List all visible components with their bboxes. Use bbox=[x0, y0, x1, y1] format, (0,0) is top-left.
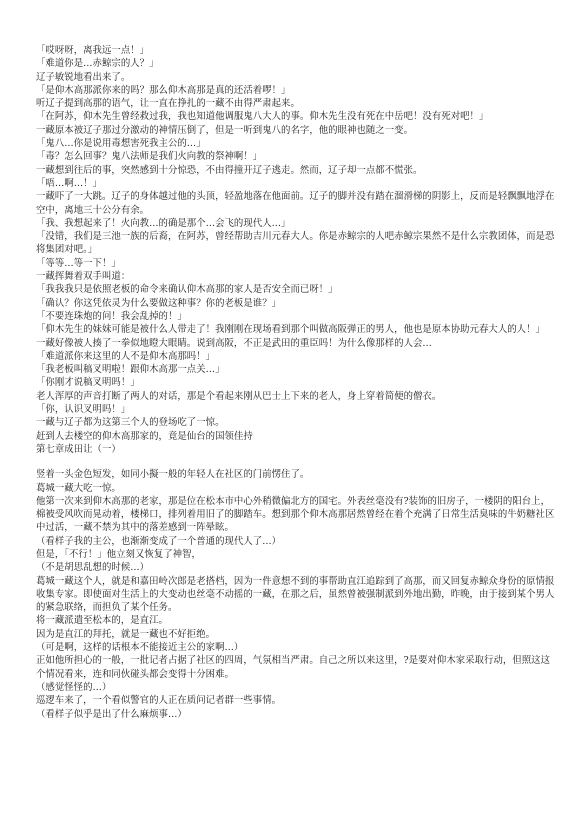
paragraph: 「你，认识叉明吗！」 bbox=[36, 404, 131, 416]
paragraph: 「我我我只是依照老板的命令来确认仰木高那的家人是否安全而已呀！」 bbox=[36, 284, 338, 296]
paragraph: 「难道你是…赤鲸宗的人？」 bbox=[36, 58, 159, 70]
paragraph: 「等等…等一下！」 bbox=[36, 257, 121, 269]
paragraph: 一藏原本被辽子那过分激动的神情压倒了，但是一听到鬼八的名字，他的眼神也随之一变。 bbox=[36, 124, 414, 136]
paragraph: 因为是直江的拜托，就是一藏也不好拒绝。 bbox=[36, 628, 216, 640]
paragraph: 「确认？你这凭依灵为什么要做这种事？你的老板是谁？」 bbox=[36, 297, 282, 309]
paragraph: 巡逻车来了，一个看似警官的人正在质问记者群一些事情。 bbox=[36, 695, 282, 707]
paragraph: 赶到人去楼空的仰木高那家的，竟是仙台的国领佳持 bbox=[36, 430, 253, 442]
paragraph: 「在阿苏，仰木先生曾经救过我，我也知道他调服鬼八大人的事。仰木先生没有死在中岳吧！没有死对吧！」 bbox=[36, 111, 489, 123]
paragraph: 一藏吓了一大跳。辽子的身体越过他的头顶，轻盈地落在他面前。辽子的脚并没有踏在溜滑梯的阴影上，反而是轻飘飘地浮在空中，离地三十公分有余。 bbox=[36, 191, 555, 216]
paragraph: （看样子似乎是出了什么麻烦事…） bbox=[36, 708, 187, 720]
paragraph: 「难道派你来这里的人不是仰木高那吗！」 bbox=[36, 350, 216, 362]
paragraph: 第七章成田让（一） bbox=[36, 443, 121, 455]
paragraph: 「毒？怎么回事？鬼八法师是我们火向教的祭神啊！」 bbox=[36, 151, 263, 163]
document-body bbox=[36, 44, 557, 721]
paragraph: 「不要连珠炮的问！我会乱掉的！」 bbox=[36, 310, 187, 322]
paragraph: 正如他所担心的一般，一批记者占据了社区的四周，气氛相当严肃。自己之所以来这里，?是要对仰木家采取行动，但照这这个情况看来，连和同伙碰头都会变得十分困难。 bbox=[36, 655, 551, 680]
paragraph: 「你刚才说稿叉明吗！」 bbox=[36, 377, 140, 389]
paragraph: 「是仰木高那派你来的吗？那么仰木高那是真的还活着啰！」 bbox=[36, 84, 291, 96]
paragraph: （可是啊，这样的话根本不能接近主公的家啊…） bbox=[36, 642, 244, 654]
paragraph: 一藏挥舞着双手叫道： bbox=[36, 271, 131, 283]
paragraph: （感觉怪怪的…） bbox=[36, 681, 112, 693]
paragraph: 「仰木先生的妹妹可能是被什么人带走了！我刚刚在现场看到那个叫做高阪弹正的男人，他也是原本协助元春大人的人！」 bbox=[36, 324, 545, 336]
paragraph: 他第一次来到仰木高那的老家，那是位在松本市中心外稍微偏北方的国宅。外表丝毫没有?装饰的旧房子，一楼阴的阳台上，棉被受风吹而晃动着，楼梯口，排列着用旧了的脚踏车。想到那个仰木高那居然曾经在着个充满了日常生活臭味的牛奶糖社区中过活，一藏不禁为其中的落差感到一阵晕眩。 bbox=[36, 495, 555, 534]
paragraph: 老人浑厚的声音打断了两人的对话，那是个看起来刚从巴士上下来的老人，身上穿着简便的僧衣。 bbox=[36, 390, 442, 402]
paragraph: 「我老板叫稿叉明啦！跟仰木高那一点关…」 bbox=[36, 364, 225, 376]
paragraph: 一藏想到往后的事，突然感到十分惊恐，不由得撞开辽子逃走。然而，辽子却一点都不慌张。 bbox=[36, 164, 423, 176]
paragraph: 一藏好像被人揍了一拳似地瞪大眼睛。说到高阪，不正是武田的重臣吗！为什么像那样的人会… bbox=[36, 337, 432, 349]
paragraph: 「鬼八…你是说用毒想害死我主公的…」 bbox=[36, 138, 206, 150]
paragraph: 葛城一藏这个人，就是和嘉田岭次郎是老搭档，因为一件意想不到的事帮助直江追踪到了高那，而又回复赤鲸众身份的原情报收集专家。即使面对生活上的大变动也丝毫不动摇的一藏，在那之后，虽然曾被强制派到外地出勤，昨晚，由于接到某个男人的紧急联络，而担负了某个任务。 bbox=[36, 575, 555, 614]
paragraph: 将一藏派遣至松本的，是直江。 bbox=[36, 615, 168, 627]
paragraph: （看样子我的主公，也渐渐变成了一个普通的现代人了…） bbox=[36, 535, 282, 547]
paragraph: 「哎呀呀，离我远一点！」 bbox=[36, 45, 150, 56]
paragraph: 竖着一头金色短发，如同小擬一般的年轻人在社区的门前愣住了。 bbox=[36, 469, 310, 481]
paragraph: 葛城一藏大吃一惊。 bbox=[36, 482, 121, 494]
section-gap bbox=[36, 456, 557, 468]
paragraph: 「唔…啊…！」 bbox=[36, 177, 102, 189]
paragraph: （不是胡思乱想的时候…） bbox=[36, 562, 150, 574]
paragraph: 听辽子提到高那的语气，让一直在挣扎的一藏不由得严肃起来。 bbox=[36, 98, 300, 110]
paragraph: 辽子敏锐地看出来了。 bbox=[36, 71, 131, 83]
paragraph: 「我、我想起来了！火向教…的确是那个…会飞的现代人…」 bbox=[36, 217, 291, 229]
paragraph: 一藏与辽子都为这第三个人的登场吃了一惊。 bbox=[36, 417, 225, 429]
paragraph: 「没错，我们是三池一族的后裔，在阿苏，曾经帮助吉川元春大人。你是赤鲸宗的人吧赤鲸宗果然不是什么宗教团体，而是恐将集团对吧。」 bbox=[36, 231, 555, 256]
paragraph: 但是，「不行！」他立刻又恢复了神智， bbox=[36, 548, 201, 560]
